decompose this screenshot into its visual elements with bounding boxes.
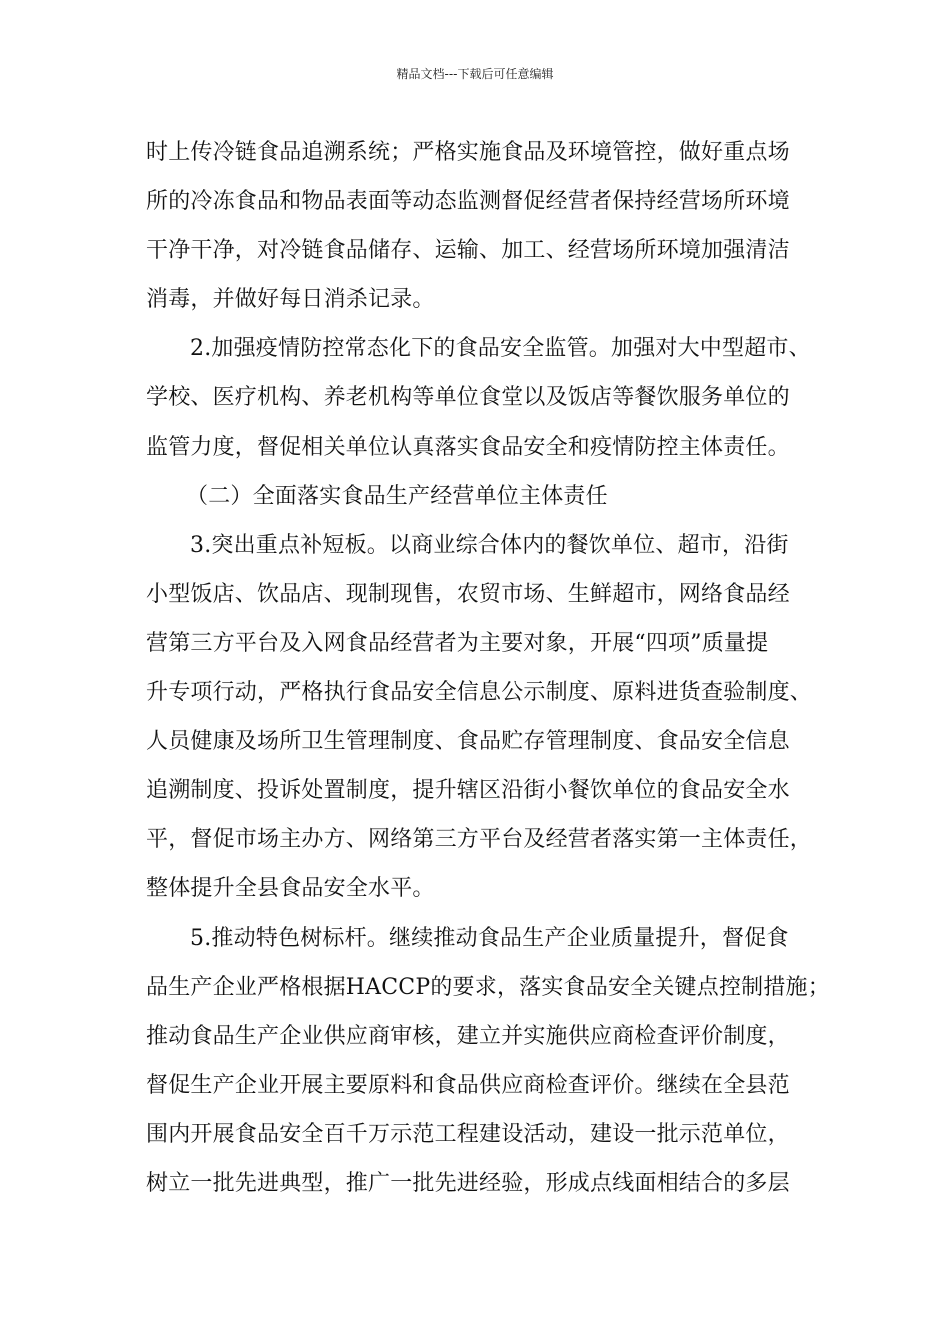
text-line: 督促生产企业开展主要原料和食品供应商检查评价。继续在全县范	[146, 1072, 790, 1098]
text-line: 学校、医疗机构、养老机构等单位食堂以及饭店等餐饮服务单位的	[146, 385, 790, 411]
text-line: 升专项行动，严格执行食品安全信息公示制度、原料进货查验制度、	[146, 680, 813, 706]
text-line: 围内开展食品安全百千万示范工程建设活动，建设一批示范单位，	[146, 1121, 790, 1147]
text-line: （二）全面落实食品生产经营单位主体责任	[186, 483, 608, 509]
text-line: 整体提升全县食品安全水平。	[146, 876, 435, 902]
document-body	[146, 128, 830, 1208]
text-line: 时上传冷链食品追溯系统；严格实施食品及环境管控，做好重点场	[146, 140, 790, 165]
text-line: 推动食品生产企业供应商审核，建立并实施供应商检查评价制度，	[146, 1023, 790, 1049]
text-line: 2.加强疫情防控常态化下的食品安全监管。加强对大中型超市、	[190, 336, 811, 362]
text-line: 监管力度，督促相关单位认真落实食品安全和疫情防控主体责任。	[146, 434, 790, 460]
page-header: 精品文档---下载后可任意编辑	[396, 67, 554, 81]
text-line: 小型饭店、饮品店、现制现售，农贸市场、生鲜超市，网络食品经	[146, 581, 790, 607]
text-line: 消毒，并做好每日消杀记录。	[146, 287, 435, 313]
text-line: 平，督促市场主办方、网络第三方平台及经营者落实第一主体责任，	[146, 827, 813, 853]
text-line: 所的冷冻食品和物品表面等动态监测督促经营者保持经营场所环境	[146, 189, 790, 215]
text-line: 营第三方平台及入网食品经营者为主要对象，开展“四项”质量提	[146, 630, 769, 656]
text-line: 3.突出重点补短板。以商业综合体内的餐饮单位、超市，沿街	[190, 532, 789, 558]
text-line: 品生产企业严格根据HACCP的要求，落实食品安全关键点控制措施；	[146, 974, 830, 1000]
text-line: 追溯制度、投诉处置制度，提升辖区沿街小餐饮单位的食品安全水	[146, 778, 790, 804]
text-line: 树立一批先进典型，推广一批先进经验，形成点线面相结合的多层	[146, 1170, 790, 1196]
text-line: 5.推动特色树标杆。继续推动食品生产企业质量提升，督促食	[190, 925, 789, 951]
text-line: 干净干净，对冷链食品储存、运输、加工、经营场所环境加强清洁	[146, 238, 790, 264]
text-line: 人员健康及场所卫生管理制度、食品贮存管理制度、食品安全信息	[146, 729, 790, 755]
